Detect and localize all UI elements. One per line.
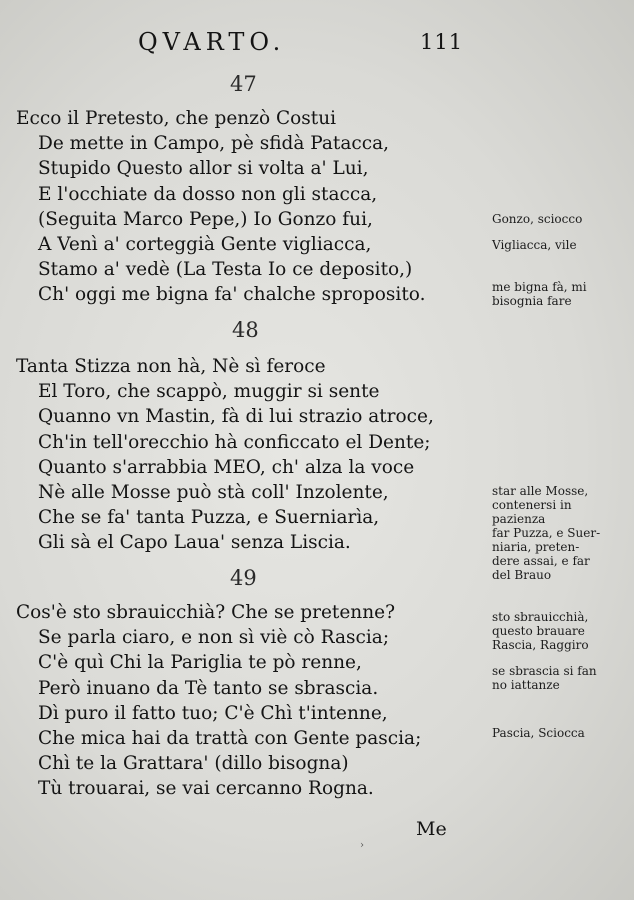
stanza-49	[16, 600, 490, 802]
verse-line: Tanta Stizza non hà, Nè sì feroce	[16, 356, 326, 377]
verse-line: Ch'in tell'orecchio hà conficcato el Dente;	[38, 431, 431, 453]
verse-line: Stupido Questo allor si volta a' Lui,	[38, 158, 369, 180]
verse-line: Gli sà el Capo Laua' senza Liscia.	[38, 532, 351, 554]
ink-speck: ›	[360, 840, 364, 851]
verse-line: (Seguita Marco Pepe,) Io Gonzo fui,	[38, 208, 373, 230]
margin-note-bigna: me bigna fà, mi bisognia fare	[492, 280, 587, 308]
page-number: 111	[420, 30, 464, 54]
verse-line: Dì puro il fatto tuo; C'è Chì t'intenne,	[38, 702, 388, 724]
verse-line: De mette in Campo, pè sfidà Patacca,	[38, 133, 390, 155]
margin-note-sbrauicchia: sto sbrauicchià, questo brauare Rascia, Raggiro	[492, 610, 589, 652]
verse-line: Ch' oggi me bigna fa' chalche sproposito.	[38, 284, 426, 306]
verse-line: Tù trouarai, se vai cercanno Rogna.	[38, 778, 374, 800]
verse-line: Nè alle Mosse può stà coll' Inzolente,	[38, 481, 389, 503]
verse-line: El Toro, che scappò, muggir si sente	[38, 381, 380, 403]
stanza-48	[16, 354, 490, 556]
verse-line: Che mica hai da trattà con Gente pascia;	[38, 727, 422, 749]
stanza-number: 49	[230, 566, 257, 590]
verse-line: Stamo a' vedè (La Testa Io ce deposito,)	[38, 259, 413, 281]
running-head-title: QVARTO.	[138, 28, 286, 56]
verse-line: Se parla ciaro, e non sì viè cò Rascia;	[38, 627, 390, 649]
margin-note-sbrascia: se sbrascia si fan no iattanze	[492, 664, 597, 692]
margin-note-pascia: Pascia, Sciocca	[492, 726, 585, 740]
margin-note-vigliacca: Vigliacca, vile	[492, 238, 577, 252]
verse-line: A Venì a' corteggià Gente vigliacca,	[38, 233, 372, 255]
stanza-number: 48	[232, 318, 259, 342]
verse-line: Chì te la Grattara' (dillo bisogna)	[38, 753, 349, 775]
stanza-47	[16, 106, 490, 308]
margin-note-gonzo: Gonzo, sciocco	[492, 212, 583, 226]
verse-line: Ecco il Pretesto, che penzò Costui	[16, 108, 337, 129]
verse-line: Che se fa' tanta Puzza, e Suerniarìa,	[38, 507, 380, 529]
verse-line: E l'occhiate da dosso non gli stacca,	[38, 183, 378, 205]
catchword: Me	[416, 818, 447, 840]
verse-line: Però inuano da Tè tanto se sbrascia.	[38, 677, 379, 699]
verse-line: Quanno vn Mastin, fà di lui strazio atroce,	[38, 406, 434, 428]
stanza-number: 47	[230, 72, 257, 96]
verse-line: Cos'è sto sbrauicchià? Che se pretenne?	[16, 602, 396, 623]
verse-line: Quanto s'arrabbia MEO, ch' alza la voce	[38, 456, 415, 478]
verse-line: C'è quì Chi la Pariglia te pò renne,	[38, 652, 362, 674]
margin-note-mosse: star alle Mosse, contenersi in pazienza far Puzza, e Suer- niaria, preten- dere assai, e far del Brauo	[492, 484, 601, 582]
